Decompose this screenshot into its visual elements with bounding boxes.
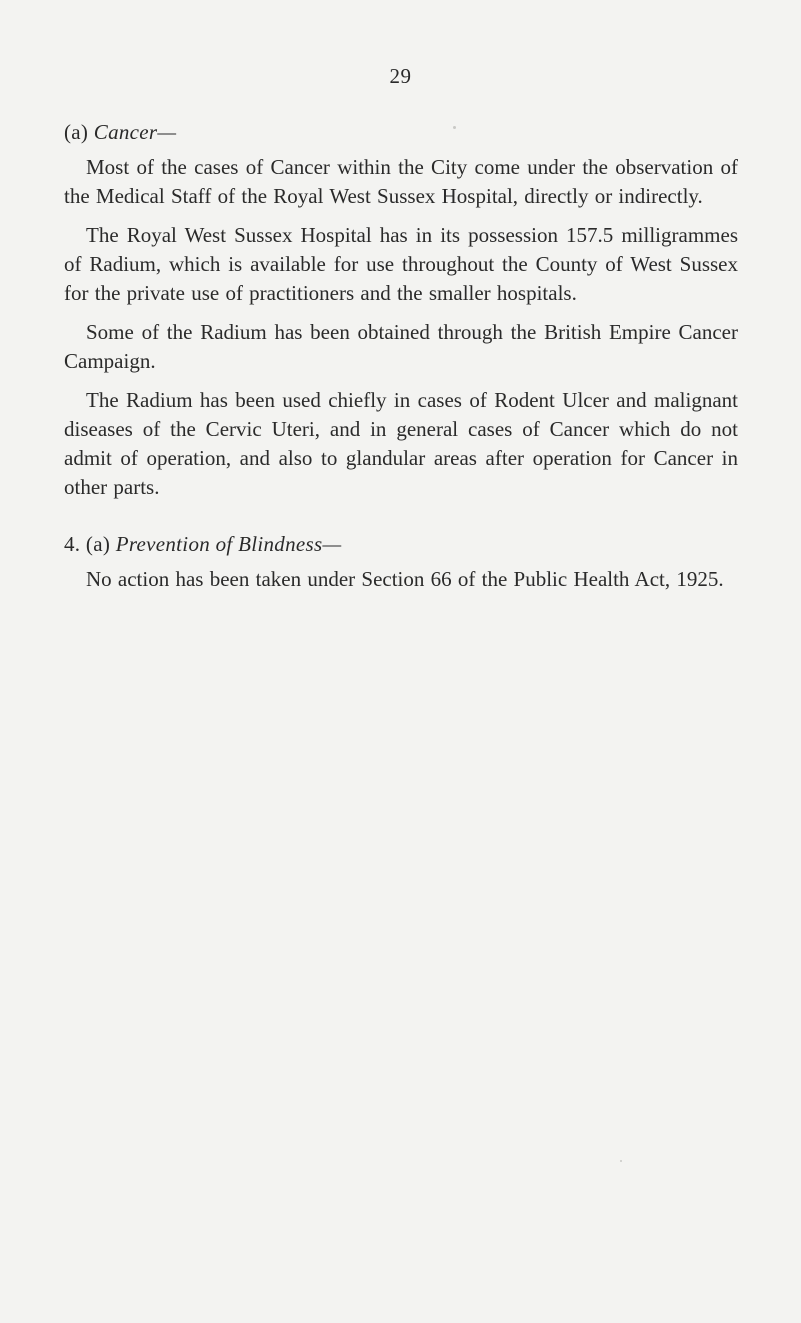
section-number: 4. bbox=[64, 532, 81, 556]
paragraph: Most of the cases of Cancer within the City come under the observation of the Medical Staff of the Royal West Sussex Hospital, directly or indirectly. bbox=[64, 155, 738, 208]
section-spacer bbox=[64, 512, 738, 530]
section-label: (a) bbox=[64, 120, 89, 144]
section-title: Cancer— bbox=[88, 120, 177, 144]
section-label: (a) bbox=[85, 532, 111, 556]
section-heading-blindness bbox=[64, 530, 738, 559]
section-title: Prevention of Blindness— bbox=[110, 532, 342, 556]
document-body bbox=[64, 118, 738, 604]
paragraph: The Royal West Sussex Hospital has in its possession 157.5 milligrammes of Radium, which is available for use throughout the County of West Sussex for the private use of practitioners and the smaller hospitals. bbox=[64, 223, 738, 305]
page-speck bbox=[453, 126, 456, 129]
paragraph: No action has been taken under Section 66 of the Public Health Act, 1925. bbox=[86, 567, 724, 591]
paragraph: The Radium has been used chiefly in cases of Rodent Ulcer and malignant diseases of the Cervic Uteri, and in general cases of Cancer which do not admit of operation, and also to glandular areas after operation for Cancer in other parts. bbox=[64, 388, 738, 499]
page-number: 29 bbox=[389, 64, 412, 88]
page-speck bbox=[620, 1160, 622, 1162]
section-heading-cancer bbox=[64, 118, 738, 147]
paragraph: Some of the Radium has been obtained through the British Empire Cancer Campaign. bbox=[64, 320, 738, 373]
